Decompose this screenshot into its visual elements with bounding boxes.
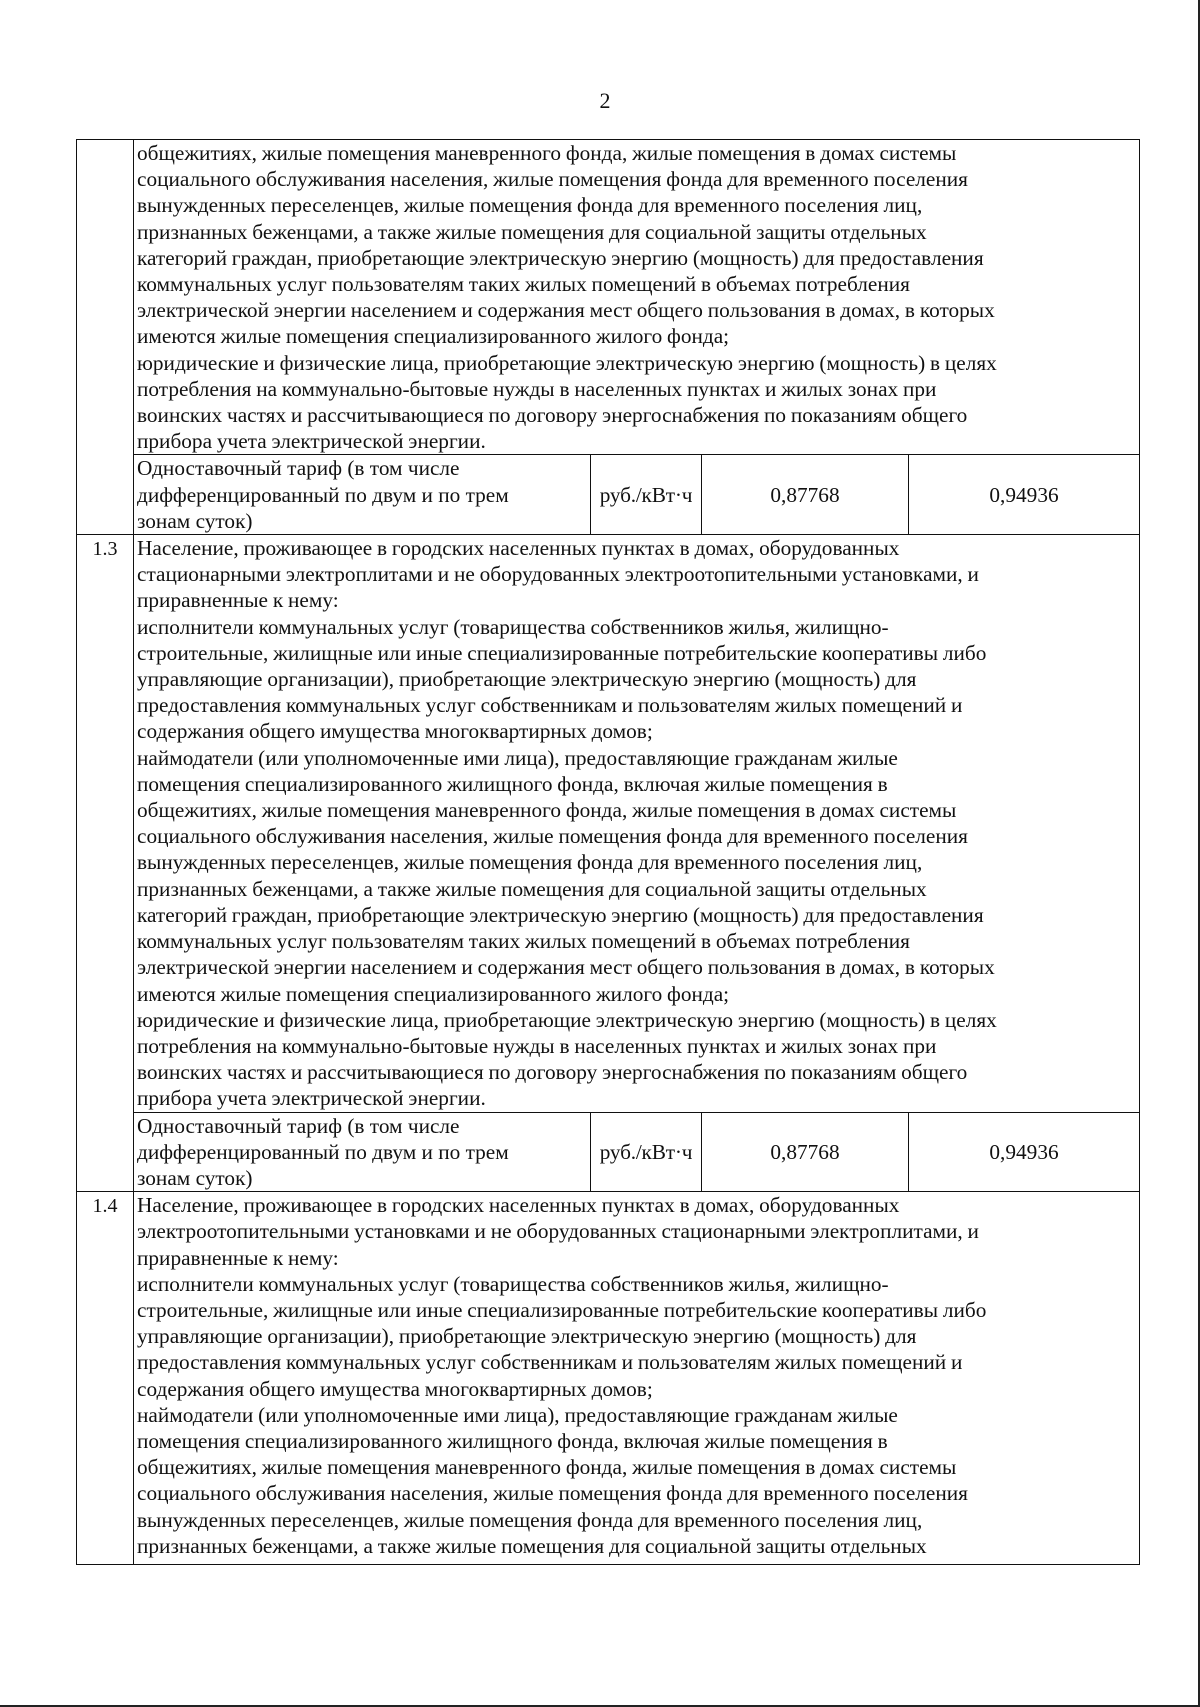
table-row	[77, 535, 1140, 1112]
tariff-value-second-half: 0,94936	[909, 455, 1140, 535]
row-number: 1.3	[77, 535, 134, 1192]
tariff-value-first-half: 0,87768	[702, 1112, 909, 1192]
tariff-unit: руб./кВт·ч	[591, 1112, 702, 1192]
tariff-name: Одноставочный тариф (в том числе дифференцированный по двум и по трем зонам суток)	[134, 455, 591, 535]
row-description-text: Население, проживающее в городских населенных пунктах в домах, оборудованных электроотопительными установками и не оборудованных стационарными электроплитами, и приравненные к нему: исполнители коммунальных услуг (товарищества собственников жилья, жилищно- строительные, жилищные или иные специализированные потребительские кооперативы либо управляющие организации), приобретающие электрическую энергию (мощность) для предоставления коммунальных услуг собственникам и пользователям жилых помещений и содержания общего имущества многоквартирных домов; наймодатели (или уполномоченные ими лица), предоставляющие гражданам жилые помещения специализированного жилищного фонда, включая жилые помещения в общежитиях, жилые помещения маневренного фонда, жилые помещения в домах системы социального обслуживания населения, жилые помещения фонда для временного поселения вынужденных переселенцев, жилые помещения фонда для временного поселения лиц,	[137, 1193, 987, 1532]
tariff-table	[76, 139, 1140, 1565]
table-row	[77, 140, 1140, 455]
tariff-value-second-half: 0,94936	[909, 1112, 1140, 1192]
row-description	[134, 1192, 1140, 1565]
row-number: 1.4	[77, 1192, 134, 1565]
tariff-row	[77, 1112, 1140, 1192]
tariff-name: Одноставочный тариф (в том числе дифференцированный по двум и по трем зонам суток)	[134, 1112, 591, 1192]
row-description: общежитиях, жилые помещения маневренного фонда, жилые помещения в домах системы социального обслуживания населения, жилые помещения фонда для временного поселения вынужденных переселенцев, жилые помещения фонда для временного поселения лиц, признанных беженцами, а также жилые помещения для социальной защиты отдельных категорий граждан, приобретающие электрическую энергию (мощность) для предоставления коммунальных услуг пользователям таких жилых помещений в объемах потребления электрической энергии населением и содержания мест общего пользования в домах, в которых имеются жилые помещения специализированного жилого фонда; юридические и физические лица, приобретающие электрическую энергию (мощность) в целях потребления на коммунально-бытовые нужды в населенных пунктах и жилых зонах при воинских частях и рассчитывающиеся по договору энергоснабжения по показаниям общего прибора учета электрической энергии.	[134, 140, 1140, 455]
tariff-value-first-half: 0,87768	[702, 455, 909, 535]
tariff-row	[77, 455, 1140, 535]
page-number: 2	[599, 88, 611, 113]
row-description-cut-line: признанных беженцами, а также жилые помещения для социальной защиты отдельных	[137, 1533, 927, 1558]
tariff-unit: руб./кВт·ч	[591, 455, 702, 535]
table-row	[77, 1192, 1140, 1565]
row-description: Население, проживающее в городских населенных пунктах в домах, оборудованных стационарными электроплитами и не оборудованных электроотопительными установками, и приравненные к нему: исполнители коммунальных услуг (товарищества собственников жилья, жилищно- строительные, жилищные или иные специализированные потребительские кооперативы либо управляющие организации), приобретающие электрическую энергию (мощность) для предоставления коммунальных услуг собственникам и пользователям жилых помещений и содержания общего имущества многоквартирных домов; наймодатели (или уполномоченные ими лица), предоставляющие гражданам жилые помещения специализированного жилищного фонда, включая жилые помещения в общежитиях, жилые помещения маневренного фонда, жилые помещения в домах системы социального обслуживания населения, жилые помещения фонда для временного поселения вынужденных переселенцев, жилые помещения фонда для временного поселения лиц, признанных беженцами, а также жилые помещения для социальной защиты отдельных категорий граждан, приобретающие электрическую энергию (мощность) для предоставления коммунальных услуг пользователям таких жилых помещений в объемах потребления электрической энергии населением и содержания мест общего пользования в домах, в которых имеются жилые помещения специализированного жилого фонда; юридические и физические лица, приобретающие электрическую энергию (мощность) в целях потребления на коммунально-бытовые нужды в населенных пунктах и жилых зонах при воинских частях и рассчитывающиеся по договору энергоснабжения по показаниям общего прибора учета электрической энергии.	[134, 535, 1140, 1112]
row-number	[77, 140, 134, 535]
